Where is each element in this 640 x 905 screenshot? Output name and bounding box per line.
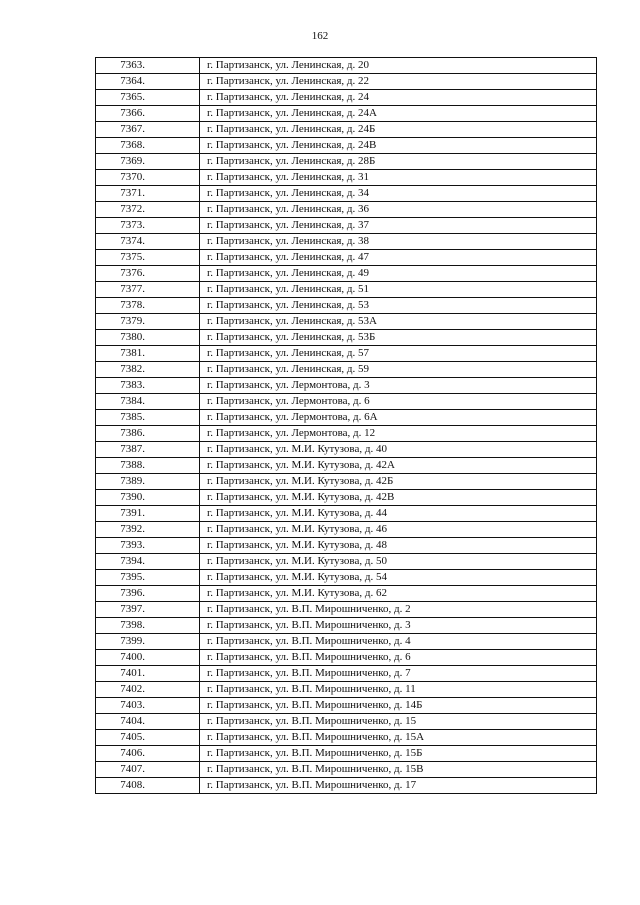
table-row — [96, 170, 596, 186]
table-row — [96, 298, 596, 314]
table-row — [96, 74, 596, 90]
row-number-cell: 7363. — [96, 58, 200, 73]
row-number-cell: 7381. — [96, 346, 200, 361]
row-number-cell: 7389. — [96, 474, 200, 489]
address-cell: г. Партизанск, ул. Лермонтова, д. 12 — [207, 427, 376, 439]
address-cell: г. Партизанск, ул. Ленинская, д. 37 — [207, 219, 370, 231]
table-row — [96, 490, 596, 506]
address-cell: г. Партизанск, ул. Ленинская, д. 47 — [207, 251, 370, 263]
address-cell: г. Партизанск, ул. Ленинская, д. 57 — [207, 347, 370, 359]
row-number-cell: 7370. — [96, 170, 200, 185]
row-number-cell: 7369. — [96, 154, 200, 169]
table-row — [96, 650, 596, 666]
table-row — [96, 106, 596, 122]
address-cell: г. Партизанск, ул. Ленинская, д. 24 — [207, 91, 370, 103]
table-row — [96, 506, 596, 522]
table-row — [96, 570, 596, 586]
address-cell: г. Партизанск, ул. Ленинская, д. 22 — [207, 75, 370, 87]
row-number-cell: 7376. — [96, 266, 200, 281]
row-number-cell: 7407. — [96, 762, 200, 777]
address-cell: г. Партизанск, ул. Ленинская, д. 31 — [207, 171, 370, 183]
address-cell: г. Партизанск, ул. Ленинская, д. 53 — [207, 299, 370, 311]
address-cell: г. Партизанск, ул. М.И. Кутузова, д. 62 — [207, 587, 387, 599]
row-number-cell: 7395. — [96, 570, 200, 585]
table-row — [96, 394, 596, 410]
table-row — [96, 314, 596, 330]
table-row — [96, 426, 596, 442]
row-number-cell: 7399. — [96, 634, 200, 649]
table-row — [96, 90, 596, 106]
table-row — [96, 522, 596, 538]
row-number-cell: 7404. — [96, 714, 200, 729]
row-number-cell: 7371. — [96, 186, 200, 201]
table-row — [96, 442, 596, 458]
address-cell: г. Партизанск, ул. Ленинская, д. 20 — [207, 59, 370, 71]
address-cell: г. Партизанск, ул. М.И. Кутузова, д. 48 — [207, 539, 387, 551]
row-number-cell: 7374. — [96, 234, 200, 249]
row-number-cell: 7394. — [96, 554, 200, 569]
address-cell: г. Партизанск, ул. В.П. Мирошниченко, д. 15Б — [207, 747, 423, 759]
row-number-cell: 7391. — [96, 506, 200, 521]
address-cell: г. Партизанск, ул. Ленинская, д. 53А — [207, 315, 377, 327]
row-number-cell: 7402. — [96, 682, 200, 697]
address-cell: г. Партизанск, ул. В.П. Мирошниченко, д. 15 — [207, 715, 417, 727]
row-number-cell: 7364. — [96, 74, 200, 89]
row-number-cell: 7372. — [96, 202, 200, 217]
address-cell: г. Партизанск, ул. В.П. Мирошниченко, д. 11 — [207, 683, 416, 695]
row-number-cell: 7367. — [96, 122, 200, 137]
row-number-cell: 7390. — [96, 490, 200, 505]
row-number-cell: 7365. — [96, 90, 200, 105]
table-row — [96, 346, 596, 362]
table-row — [96, 362, 596, 378]
address-cell: г. Партизанск, ул. Ленинская, д. 51 — [207, 283, 370, 295]
address-cell: г. Партизанск, ул. В.П. Мирошниченко, д. 3 — [207, 619, 411, 631]
address-cell: г. Партизанск, ул. Ленинская, д. 24В — [207, 139, 377, 151]
row-number-cell: 7401. — [96, 666, 200, 681]
address-cell: г. Партизанск, ул. В.П. Мирошниченко, д. 2 — [207, 603, 411, 615]
table-row — [96, 138, 596, 154]
row-number-cell: 7398. — [96, 618, 200, 633]
row-number-cell: 7373. — [96, 218, 200, 233]
row-number-cell: 7377. — [96, 282, 200, 297]
table-row — [96, 410, 596, 426]
table-row — [96, 330, 596, 346]
table-row — [96, 698, 596, 714]
table-row — [96, 250, 596, 266]
address-cell: г. Партизанск, ул. М.И. Кутузова, д. 42В — [207, 491, 395, 503]
table-row — [96, 458, 596, 474]
row-number-cell: 7403. — [96, 698, 200, 713]
row-number-cell: 7368. — [96, 138, 200, 153]
address-cell: г. Партизанск, ул. Ленинская, д. 28Б — [207, 155, 376, 167]
address-cell: г. Партизанск, ул. Ленинская, д. 38 — [207, 235, 370, 247]
row-number-cell: 7379. — [96, 314, 200, 329]
table-row — [96, 586, 596, 602]
address-cell: г. Партизанск, ул. М.И. Кутузова, д. 42А — [207, 459, 395, 471]
address-cell: г. Партизанск, ул. М.И. Кутузова, д. 46 — [207, 523, 387, 535]
table-row — [96, 602, 596, 618]
address-cell: г. Партизанск, ул. В.П. Мирошниченко, д. 15А — [207, 731, 425, 743]
table-row — [96, 682, 596, 698]
address-cell: г. Партизанск, ул. В.П. Мирошниченко, д. 15В — [207, 763, 424, 775]
table-row — [96, 58, 596, 74]
row-number-cell: 7375. — [96, 250, 200, 265]
address-cell: г. Партизанск, ул. В.П. Мирошниченко, д. 17 — [207, 779, 417, 791]
address-cell: г. Партизанск, ул. Лермонтова, д. 3 — [207, 379, 370, 391]
row-number-cell: 7380. — [96, 330, 200, 345]
table-row — [96, 554, 596, 570]
row-number-cell: 7386. — [96, 426, 200, 441]
address-cell: г. Партизанск, ул. В.П. Мирошниченко, д. 4 — [207, 635, 411, 647]
table-row — [96, 266, 596, 282]
table-row — [96, 730, 596, 746]
address-cell: г. Партизанск, ул. Ленинская, д. 53Б — [207, 331, 376, 343]
address-cell: г. Партизанск, ул. М.И. Кутузова, д. 54 — [207, 571, 387, 583]
address-cell: г. Партизанск, ул. В.П. Мирошниченко, д. 6 — [207, 651, 411, 663]
table-row — [96, 234, 596, 250]
row-number-cell: 7400. — [96, 650, 200, 665]
row-number-cell: 7405. — [96, 730, 200, 745]
table-row — [96, 618, 596, 634]
row-number-cell: 7378. — [96, 298, 200, 313]
table-row — [96, 778, 596, 794]
table-row — [96, 538, 596, 554]
address-cell: г. Партизанск, ул. М.И. Кутузова, д. 44 — [207, 507, 387, 519]
address-cell: г. Партизанск, ул. Ленинская, д. 36 — [207, 203, 370, 215]
row-number-cell: 7384. — [96, 394, 200, 409]
address-cell: г. Партизанск, ул. Ленинская, д. 34 — [207, 187, 370, 199]
row-number-cell: 7397. — [96, 602, 200, 617]
row-number-cell: 7387. — [96, 442, 200, 457]
row-number-cell: 7392. — [96, 522, 200, 537]
row-number-cell: 7388. — [96, 458, 200, 473]
table-row — [96, 714, 596, 730]
table-row — [96, 378, 596, 394]
address-cell: г. Партизанск, ул. М.И. Кутузова, д. 40 — [207, 443, 387, 455]
table-row — [96, 282, 596, 298]
table-row — [96, 154, 596, 170]
address-cell: г. Партизанск, ул. Ленинская, д. 24А — [207, 107, 377, 119]
row-number-cell: 7383. — [96, 378, 200, 393]
address-cell: г. Партизанск, ул. М.И. Кутузова, д. 50 — [207, 555, 387, 567]
row-number-cell: 7396. — [96, 586, 200, 601]
row-number-cell: 7408. — [96, 778, 200, 793]
table-row — [96, 202, 596, 218]
address-cell: г. Партизанск, ул. Лермонтова, д. 6А — [207, 411, 378, 423]
table-row — [96, 634, 596, 650]
address-cell: г. Партизанск, ул. М.И. Кутузова, д. 42Б — [207, 475, 394, 487]
address-table — [95, 57, 597, 794]
address-cell: г. Партизанск, ул. Ленинская, д. 49 — [207, 267, 370, 279]
row-number-cell: 7382. — [96, 362, 200, 377]
address-cell: г. Партизанск, ул. Ленинская, д. 24Б — [207, 123, 376, 135]
table-row — [96, 218, 596, 234]
table-row — [96, 746, 596, 762]
row-number-cell: 7385. — [96, 410, 200, 425]
row-number-cell: 7406. — [96, 746, 200, 761]
table-row — [96, 666, 596, 682]
table-row — [96, 122, 596, 138]
row-number-cell: 7393. — [96, 538, 200, 553]
row-number-cell: 7366. — [96, 106, 200, 121]
address-cell: г. Партизанск, ул. Лермонтова, д. 6 — [207, 395, 370, 407]
address-cell: г. Партизанск, ул. В.П. Мирошниченко, д. 7 — [207, 667, 411, 679]
page-number: 162 — [311, 30, 329, 42]
table-row — [96, 186, 596, 202]
address-cell: г. Партизанск, ул. В.П. Мирошниченко, д. 14Б — [207, 699, 423, 711]
table-row — [96, 762, 596, 778]
table-row — [96, 474, 596, 490]
address-cell: г. Партизанск, ул. Ленинская, д. 59 — [207, 363, 370, 375]
